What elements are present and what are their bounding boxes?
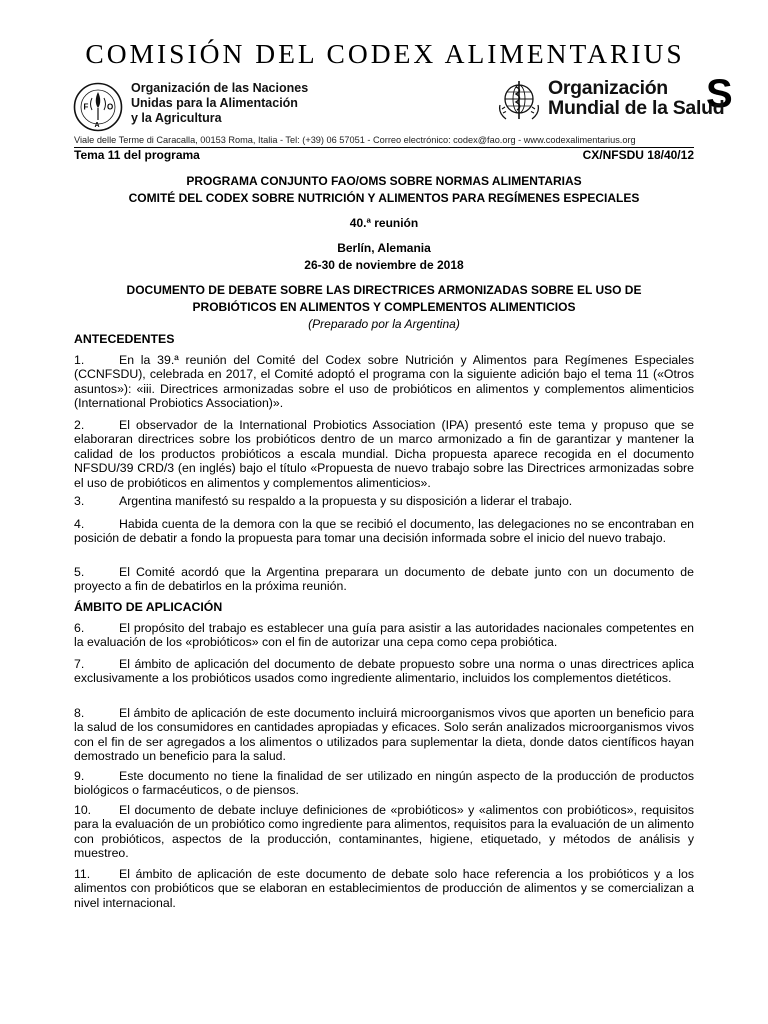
svg-text:A: A [94, 122, 100, 129]
svg-text:F: F [83, 102, 89, 112]
paragraph-text: En la 39.ª reunión del Comité del Codex sobre Nutrición y Alimentos para Regímenes Especiales (CCNFSDU), celebrada en 2017, el Comité adoptó el programa con la siguiente adición bajo el tema 11 («Otros asuntos»): «iii. Directrices armonizadas sobre el uso de probióticos en alimentos y complementos alimenticios (International Probiotics Association)». [74, 353, 694, 411]
who-name-line: Mundial de la Salud [548, 97, 725, 119]
paragraph [74, 494, 694, 508]
paragraph-text: El ámbito de aplicación del documento de debate propuesto sobre una norma o unas directrices aplica exclusivamente a los probióticos usados como ingrediente alimentario, incluidos los complementos dietéticos. [74, 657, 694, 686]
paragraph-text: El documento de debate incluye definiciones de «probióticos» y «alimentos con probióticos», requisitos para la evaluación de un probiótico como ingrediente para alimentos, requisitos para la evaluación de un alimento con probióticos, aspectos de la producción, contaminantes, higiene, etiquetado, y métodos de análisis y muestreo. [74, 803, 694, 861]
paragraph [74, 621, 694, 650]
paragraph [74, 867, 694, 910]
paragraph-number: 3. [74, 494, 85, 508]
session-number: 40.ª reunión [349, 216, 419, 230]
paragraph-number: 4. [74, 517, 85, 531]
fao-name-line: Unidas para la Alimentación [131, 96, 298, 110]
fao-logo-icon [73, 82, 123, 132]
paragraph-number: 2. [74, 418, 85, 432]
masthead-title: COMISIÓN DEL CODEX ALIMENTARIUS [85, 38, 685, 69]
paragraph [74, 769, 694, 798]
paragraph-text: El observador de la International Probiotics Association (IPA) presentó este tema y propuso que se elaboraran directrices sobre los probióticos dentro de un marco armonizado a fin de garantizar y mantener la calidad de los productos probióticos a escala mundial. Dicha propuesta aparece recogida en el documento NFSDU/39 CRD/3 (en inglés) bajo el título «Propuesta de nuevo trabajo sobre las Directrices armonizadas sobre el uso de probióticos en alimentos y complementos alimenticios». [74, 418, 694, 490]
who-logo-icon [494, 79, 544, 123]
who-organization-name [548, 78, 724, 118]
paragraph-number: 10. [74, 803, 92, 817]
paragraph-text: El propósito del trabajo es establecer una guía para asistir a las autoridades nacionales competentes en la evaluación de los «probióticos» con el fin de autorizar una cepa como cepa probiótica. [74, 621, 694, 650]
paragraph-number: 7. [74, 657, 85, 671]
fao-name-line: y la Agricultura [131, 111, 222, 125]
document-title: DOCUMENTO DE DEBATE SOBRE LAS DIRECTRICES ARMONIZADAS SOBRE EL USO DE [126, 283, 642, 297]
title-block [74, 173, 694, 333]
section-heading-background: ANTECEDENTES [74, 332, 175, 346]
prepared-by: (Preparado por la Argentina) [308, 317, 460, 331]
meeting-dates: 26-30 de noviembre de 2018 [304, 258, 464, 272]
svg-text:O: O [107, 102, 114, 112]
paragraph [74, 517, 694, 546]
committee-title: COMITÉ DEL CODEX SOBRE NUTRICIÓN Y ALIMENTOS PARA REGÍMENES ESPECIALES [128, 191, 640, 205]
paragraph-number: 5. [74, 565, 85, 579]
paragraph-text: Habida cuenta de la demora con la que se recibió el documento, las delegaciones no se encontraban en posición de debatir a fondo la propuesta para tomar una decisión informada sobre el inicio del nuevo trabajo. [74, 517, 694, 546]
paragraph-number: 8. [74, 706, 85, 720]
paragraph-text: Argentina manifestó su respaldo a la propuesta y su disposición a liderar el trabajo. [119, 494, 573, 508]
language-code: S [706, 72, 733, 116]
paragraph [74, 803, 694, 861]
meeting-place: Berlín, Alemania [337, 241, 431, 255]
paragraph [74, 706, 694, 764]
paragraph-number: 11. [74, 867, 91, 881]
paragraph-text: El ámbito de aplicación de este documento de debate solo hace referencia a los probióticos y a los alimentos con probióticos que se elaboran en establecimientos de producción de alimentos y se comercializan a nivel internacional. [74, 867, 694, 910]
section-heading-scope: ÁMBITO DE APLICACIÓN [74, 600, 223, 614]
paragraph [74, 657, 694, 686]
paragraph-text: Este documento no tiene la finalidad de ser utilizado en ningún aspecto de la producción de productos biológicos o farmacéuticos, o de piensos. [74, 769, 694, 798]
paragraph [74, 353, 694, 411]
who-name-line: Organización [548, 77, 668, 99]
paragraph [74, 418, 694, 490]
paragraph-number: 9. [74, 769, 85, 783]
paragraph [74, 565, 694, 594]
paragraph-number: 1. [74, 353, 85, 367]
document-title: PROBIÓTICOS EN ALIMENTOS Y COMPLEMENTOS ALIMENTICIOS [192, 300, 576, 314]
document-code: CX/NFSDU 18/40/12 [582, 148, 694, 162]
fao-name-line: Organización de las Naciones [131, 81, 309, 95]
paragraph-text: El ámbito de aplicación de este documento incluirá microorganismos vivos que aporten un beneficio para la salud de los consumidores en cantidades apropiadas y eficaces. Solo serán analizados microorganismos vivos con el fin de ser agregados a los alimentos o utilizados para suplementar la dieta, donde datos científicos hayan demostrado un beneficio para la salud. [74, 706, 694, 764]
agenda-item: Tema 11 del programa [74, 148, 200, 162]
paragraph-number: 6. [74, 621, 85, 635]
paragraph-text: El Comité acordó que la Argentina preparara un documento de debate junto con un documento de proyecto a fin de debatirlos en la próxima reunión. [74, 565, 694, 594]
contact-address: Viale delle Terme di Caracalla, 00153 Roma, Italia - Tel: (+39) 06 57051 - Correo electrónico: codex@fao.org - www.codexalimentarius.org [74, 135, 636, 145]
programme-title: PROGRAMA CONJUNTO FAO/OMS SOBRE NORMAS ALIMENTARIAS [186, 174, 582, 188]
fao-organization-name [131, 81, 308, 126]
